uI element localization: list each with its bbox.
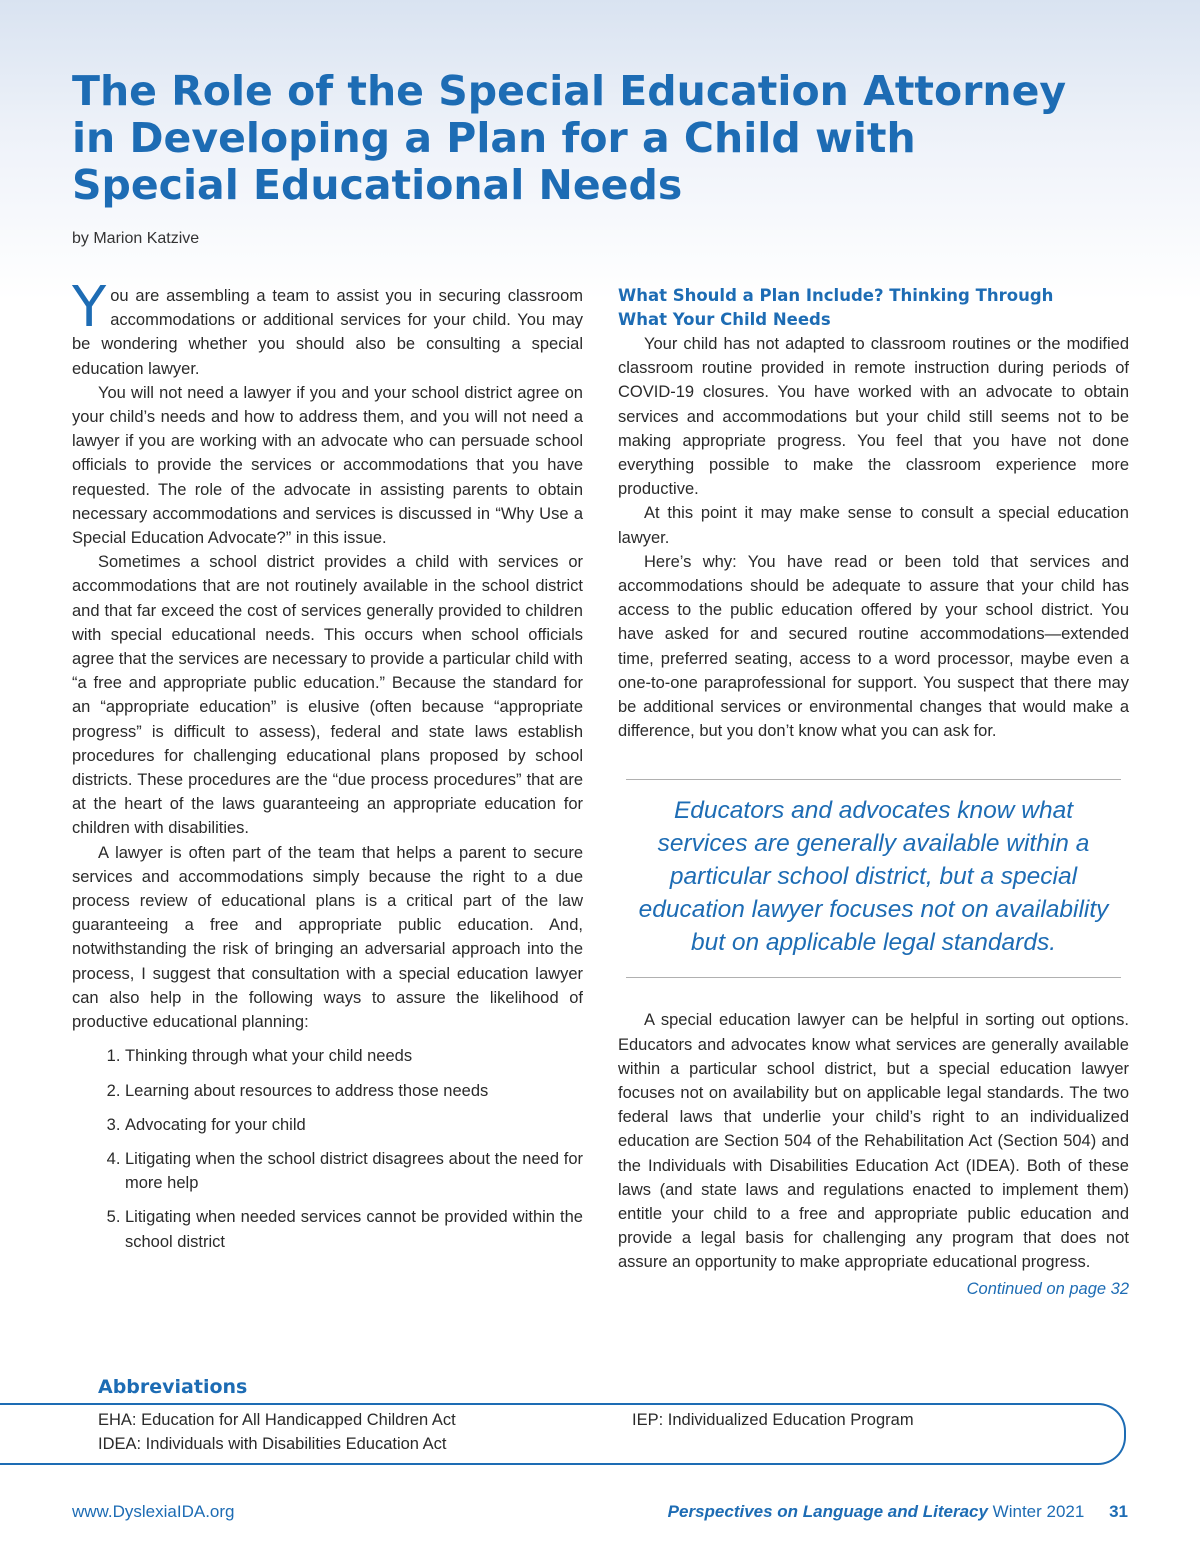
section-heading-line-1: What Should a Plan Include? Thinking Through [618, 286, 1054, 305]
footer-website-link[interactable]: www.DyslexiaIDA.org [72, 1502, 235, 1521]
list-item: 1. Thinking through what your child needs [125, 1044, 583, 1068]
list-item: 4. Litigating when the school district disagrees about the need for more help [125, 1147, 583, 1195]
pull-quote: Educators and advocates know what services are generally available within a particular school district, but a special education lawyer focuses not on availability but on applicable legal standards. [626, 779, 1121, 978]
left-column [72, 275, 583, 1264]
section-heading [618, 284, 1129, 332]
right-column [618, 284, 1129, 1301]
section-heading-line-2: What Your Child Needs [618, 310, 831, 329]
footer-publication [668, 1502, 1128, 1522]
paragraph: Sometimes a school district provides a child with services or accommodations that are not routinely available in the school district and that far exceed the cost of services generally provided to children with special educational needs. This occurs when school officials agree that the services are necessary to provide a particular child with “a free and appropriate public education.” Because the standard for an “appropriate education” is elusive (often because “appropriate progress” is difficult to assess), federal and state laws establish procedures for challenging educational plans proposed by school districts. These procedures are the “due process procedures” that are at the heart of the laws guaranteeing an appropriate education for children with disabilities. [72, 553, 583, 838]
list-item: 5. Litigating when needed services cannot be provided within the school district [125, 1205, 583, 1253]
abbreviations-heading: Abbreviations [98, 1376, 248, 1398]
list-item: 2. Learning about resources to address those needs [125, 1079, 583, 1103]
intro-paragraph [72, 275, 583, 381]
abbreviation-idea: IDEA: Individuals with Disabilities Education Act [98, 1435, 447, 1453]
continued-link[interactable]: Continued on page 32 [966, 1279, 1129, 1298]
drop-cap: Y [72, 275, 107, 340]
article-title [72, 68, 1072, 209]
title-line-3: Special Educational Needs [72, 161, 683, 209]
ways-list [72, 1044, 583, 1253]
paragraph: Your child has not adapted to classroom routines or the modified classroom routine provided in remote instruction during periods of COVID-19 closures. You have worked with an advocate to obtain services and accommodations but your child still seems not to be making appropriate progress. You feel that you have not done everything possible to make the classroom experience more productive. [618, 335, 1129, 499]
abbreviation-eha: EHA: Education for All Handicapped Children Act [98, 1411, 456, 1429]
abbreviation-iep: IEP: Individualized Education Program [632, 1411, 914, 1429]
paragraph: Here’s why: You have read or been told that services and accommodations should be adequate to assure that your child has access to the public education offered by your school district. You have asked for and secured routine accommodations—extended time, preferred seating, access to a word processor, maybe even a one-to-one paraprofessional for support. You suspect that there may be additional services or environmental changes that would make a difference, but you don’t know what you can ask for. [618, 552, 1129, 741]
issue-date: Winter 2021 [992, 1502, 1085, 1521]
paragraph: At this point it may make sense to consult a special education lawyer. [618, 504, 1129, 547]
intro-text: ou are assembling a team to assist you in securing classroom accommodations or additional services for your child. You may be wondering whether you should also be consulting a special education lawyer. [72, 287, 583, 378]
journal-name: Perspectives on Language and Literacy [667, 1502, 988, 1521]
paragraph: A lawyer is often part of the team that helps a parent to secure services and accommodations simply because the right to a due process review of educational plans is a critical part of the law guaranteeing a free and appropriate public education. And, notwithstanding the risk of bringing an adversarial approach into the process, I suggest that consultation with a special education lawyer can also help in the following ways to assure the likelihood of productive educational planning: [72, 843, 583, 1032]
paragraph: You will not need a lawyer if you and your school district agree on your child’s needs and how to address them, and you will not need a lawyer if you are working with an advocate who can persuade school officials to provide the services or accommodations that you have requested. The role of the advocate in assisting parents to obtain necessary accommodations and services is discussed in “Why Use a Special Education Advocate?” in this issue. [72, 383, 583, 548]
byline: by Marion Katzive [72, 230, 200, 247]
list-item: 3. Advocating for your child [125, 1113, 583, 1137]
title-line-1: The Role of the Special Education Attorney [72, 67, 1067, 115]
page-number: 31 [1109, 1502, 1128, 1521]
title-line-2: in Developing a Plan for a Child with [72, 114, 916, 162]
paragraph: A special education lawyer can be helpful in sorting out options. Educators and advocates know what services are generally available within a particular school district, but a special education lawyer focuses not on availability but on applicable legal standards. The two federal laws that underlie your child’s right to an individualized education are Section 504 of the Rehabilitation Act (Section 504) and the Individuals with Disabilities Education Act (IDEA). Both of these laws (and state laws and regulations enacted to implement them) entitle your child to a free and appropriate public education and provide a legal basis for challenging any program that does not assure an opportunity to make appropriate educational progress. [618, 1011, 1129, 1272]
